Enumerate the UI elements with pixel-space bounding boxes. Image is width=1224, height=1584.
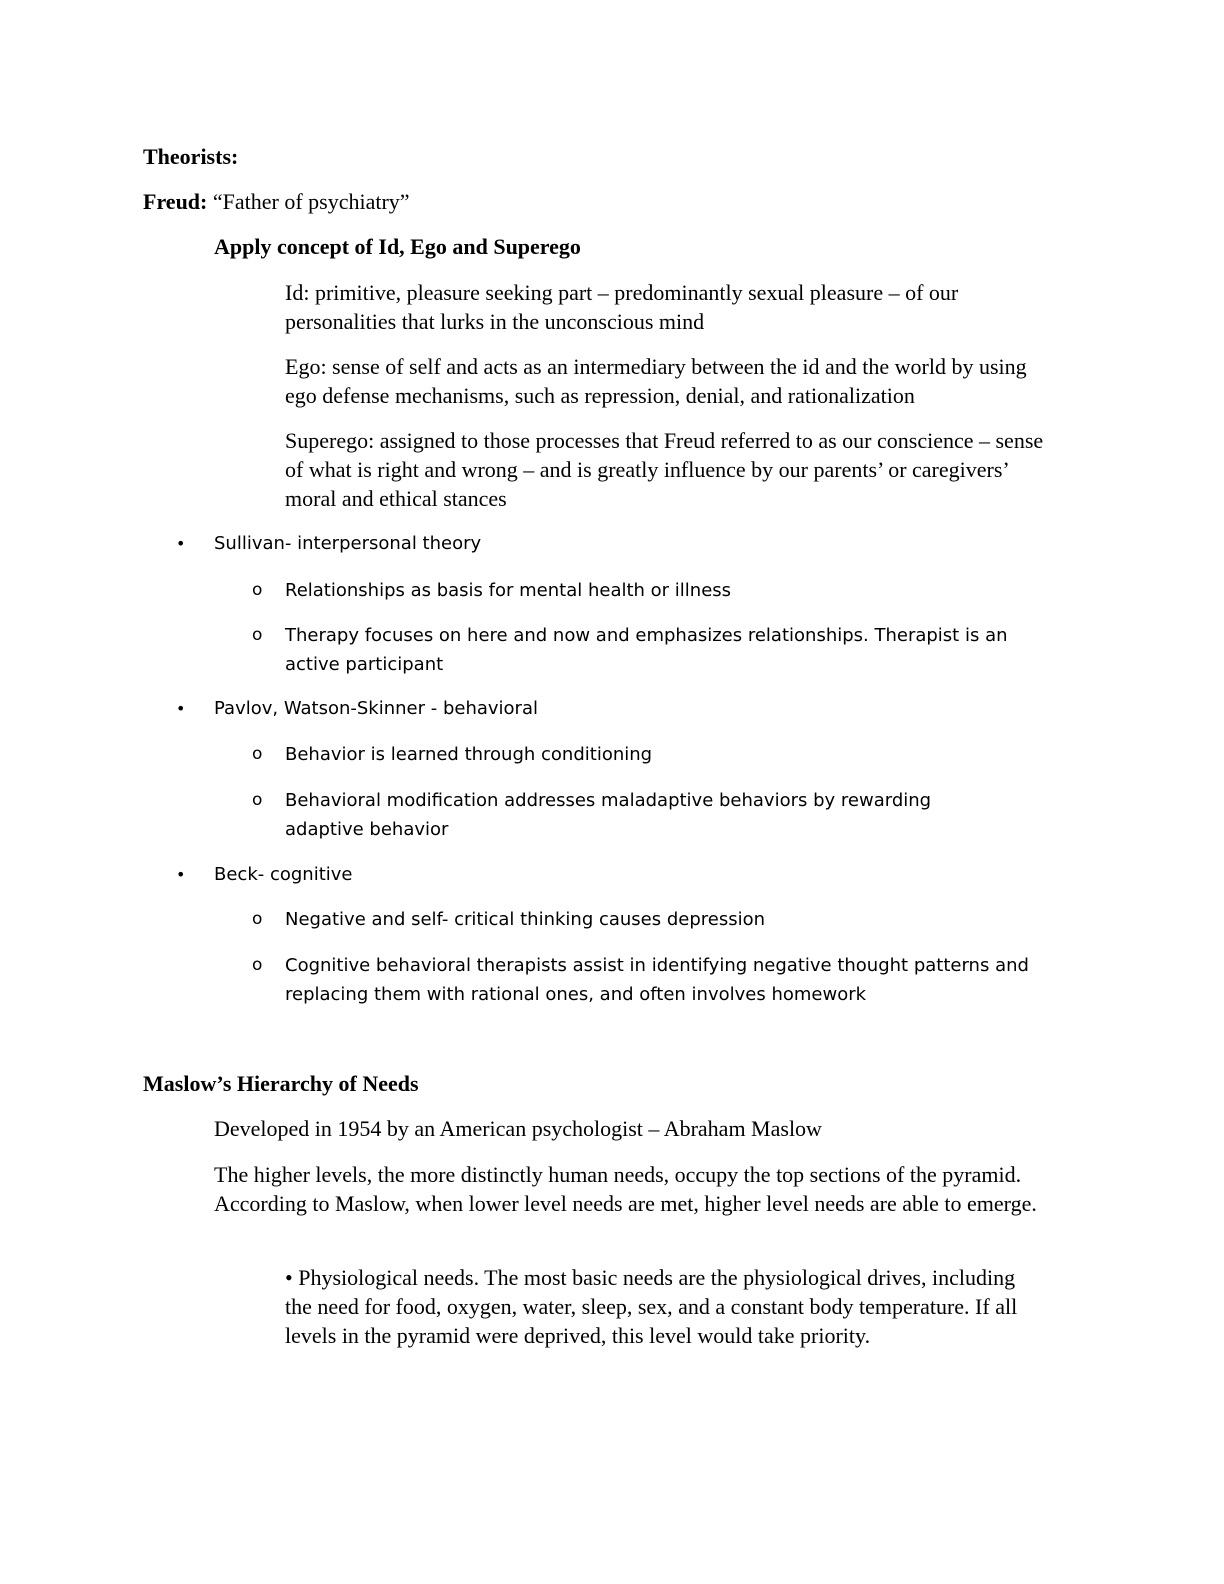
superego-paragraph: Superego: assigned to those processes that Freud referred to as our conscience – sense of what is right and wrong – and is greatly influence by our parents’ or caregivers’ moral and ethical stances [285, 428, 1044, 511]
cognitive-point-1: Negative and self- critical thinking causes depression [285, 909, 766, 930]
id-paragraph: Id: primitive, pleasure seeking part – predominantly sexual pleasure – of our personalities that lurks in the unconscious mind [285, 280, 959, 334]
theory-title-cognitive: Beck- cognitive [214, 864, 353, 885]
sub-bullet-marker: o [252, 955, 263, 975]
theory-title-sullivan: Sullivan- interpersonal theory [214, 533, 482, 554]
theory-title-behavioral: Pavlov, Watson-Skinner - behavioral [214, 698, 538, 719]
freud-name: Freud: [143, 189, 208, 214]
sub-bullet-marker: o [252, 744, 263, 764]
sub-bullet-marker: o [252, 625, 263, 645]
sub-bullet-marker: o [252, 909, 263, 929]
freud-line [143, 187, 410, 216]
bullet-marker: • [176, 865, 186, 884]
behavioral-point-2: Behavioral modification addresses maladaptive behaviors by rewarding adaptive behavior [285, 790, 932, 840]
theorists-heading: Theorists: [143, 144, 239, 169]
bullet-marker: • [176, 699, 186, 718]
bullet-marker: • [176, 534, 186, 553]
maslow-heading: Maslow’s Hierarchy of Needs [143, 1071, 419, 1096]
maslow-physiological: • Physiological needs. The most basic needs are the physiological drives, including the need for food, oxygen, water, sleep, sex, and a constant body temperature. If all levels in the pyramid were deprived, this level would take priority. [285, 1265, 1018, 1348]
sullivan-point-1: Relationships as basis for mental health or illness [285, 580, 732, 601]
freud-tagline: “Father of psychiatry” [212, 189, 410, 214]
maslow-developed: Developed in 1954 by an American psychologist – Abraham Maslow [214, 1116, 822, 1141]
sub-bullet-marker: o [252, 580, 263, 600]
cognitive-point-2: Cognitive behavioral therapists assist in identifying negative thought patterns and replacing them with rational ones, and often involves homework [285, 955, 1029, 1005]
sullivan-point-2: Therapy focuses on here and now and emphasizes relationships. Therapist is an active participant [285, 625, 1008, 675]
maslow-higher-levels: The higher levels, the more distinctly human needs, occupy the top sections of the pyramid. According to Maslow, when lower level needs are met, higher level needs are able to emerge. [214, 1162, 1037, 1216]
sub-bullet-marker: o [252, 790, 263, 810]
concept-heading: Apply concept of Id, Ego and Superego [214, 234, 581, 259]
behavioral-point-1: Behavior is learned through conditioning [285, 744, 653, 765]
ego-paragraph: Ego: sense of self and acts as an intermediary between the id and the world by using ego defense mechanisms, such as repression, denial, and rationalization [285, 354, 1027, 408]
